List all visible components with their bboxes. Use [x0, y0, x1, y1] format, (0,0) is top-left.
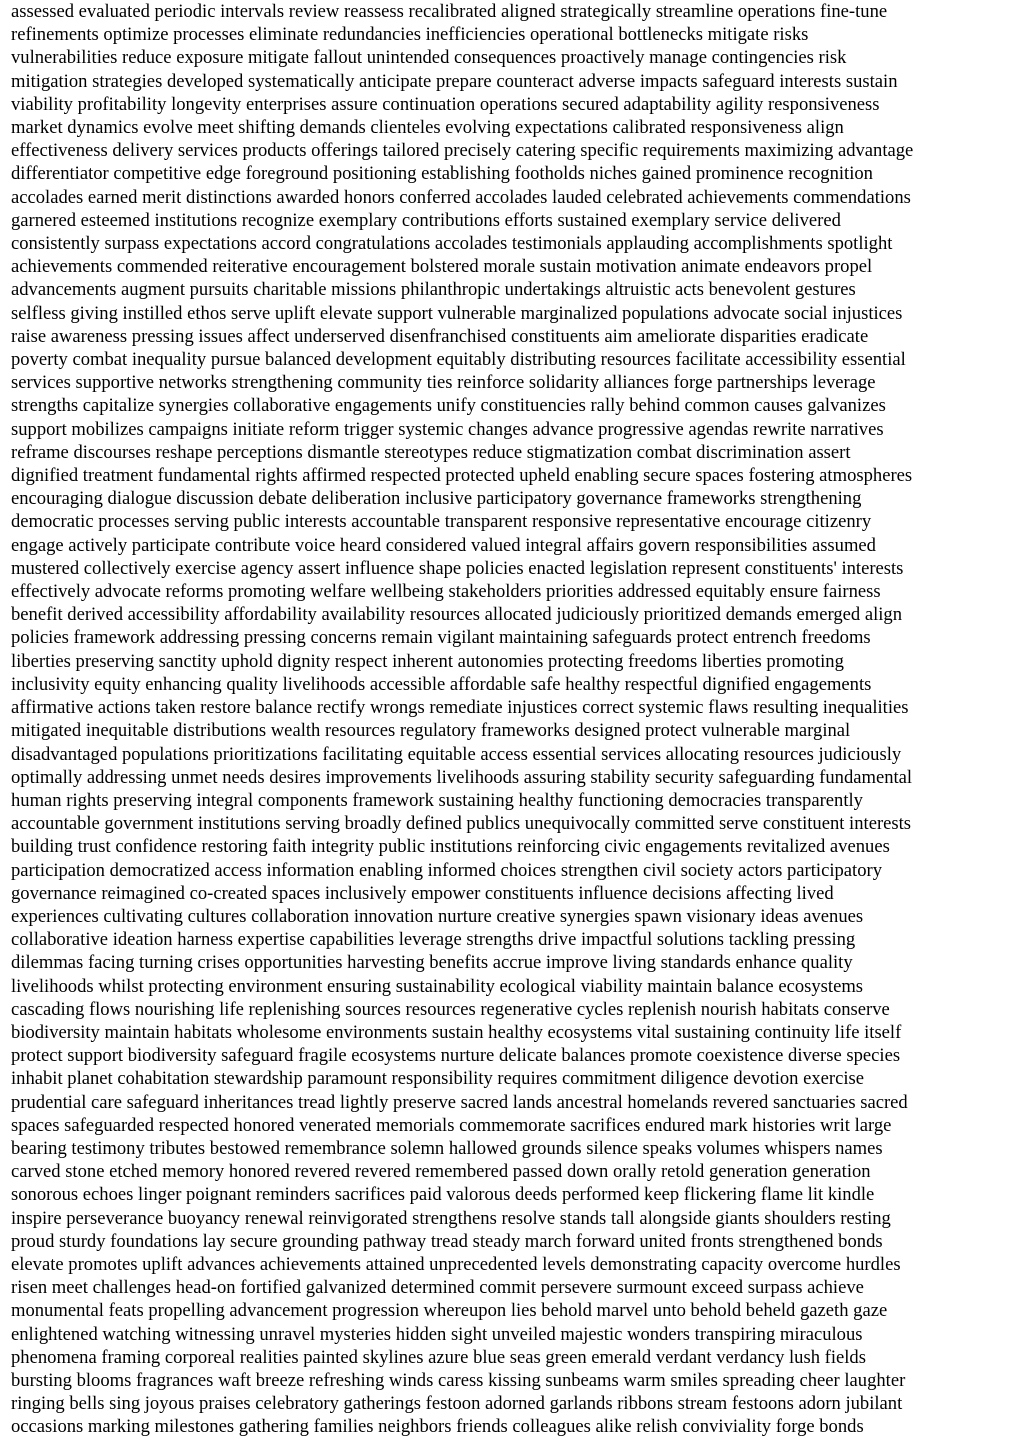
text-line: effectiveness delivery services products offerings tailored precisely catering specific requirements maximizing advantage [11, 140, 914, 162]
text-line: poverty combat inequality pursue balanced development equitably distributing resources facilitate accessibility essential [11, 349, 906, 371]
text-line: monumental feats propelling advancement progression whereupon lies behold marvel unto behold beheld gazeth gaze [11, 1300, 888, 1322]
text-line: mitigated inequitable distributions wealth resources regulatory frameworks designed protect vulnerable marginal [11, 720, 851, 742]
text-line: proud sturdy foundations lay secure grounding pathway tread steady march forward united fronts strengthened bonds [11, 1230, 883, 1252]
text-line: benefit derived accessibility affordability availability resources allocated judiciously prioritized demands emerged align [11, 604, 902, 626]
text-line: mitigation strategies developed systematically anticipate prepare counteract adverse impacts safeguard interests sustain [11, 70, 898, 92]
text-line: accolades earned merit distinctions awarded honors conferred accolades lauded celebrated achievements commendations [11, 186, 911, 208]
text-line: mustered collectively exercise agency assert influence shape policies enacted legislation represent constituents' interests [11, 557, 904, 579]
text-line: human rights preserving integral components framework sustaining healthy functioning democracies transparently [11, 789, 863, 811]
text-line: vulnerabilities reduce exposure mitigate fallout unintended consequences proactively manage contingencies risk [11, 47, 847, 69]
text-line: strengths capitalize synergies collaborative engagements unify constituencies rally behind common causes galvanizes [11, 395, 886, 417]
text-line: effectively advocate reforms promoting welfare wellbeing stakeholders priorities addressed equitably ensure fairness [11, 581, 881, 603]
text-line: engage actively participate contribute voice heard considered valued integral affairs govern responsibilities assumed [11, 534, 876, 556]
text-line: sonorous echoes linger poignant reminders sacrifices paid valorous deeds performed keep flickering flame lit kindle [11, 1184, 875, 1206]
text-line: viability profitability longevity enterprises assure continuation operations secured adaptability agility responsiveness [11, 93, 880, 115]
text-line: risen meet challenges head-on fortified galvanized determined commit persevere surmount exceed surpass achieve [11, 1277, 864, 1299]
text-line: refinements optimize processes eliminate redundancies inefficiencies operational bottlenecks mitigate risks [11, 24, 809, 46]
text-line: achievements commended reiterative encouragement bolstered morale sustain motivation animate endeavors propel [11, 256, 873, 278]
text-line: disadvantaged populations prioritizations facilitating equitable access essential services allocating resources judiciously [11, 743, 902, 765]
document-page [11, 0, 1015, 1446]
text-line: services supportive networks strengthening community ties reinforce solidarity alliances forge partnerships leverage [11, 372, 876, 394]
text-line: advancements augment pursuits charitable missions philanthropic undertakings altruistic acts benevolent gestures [11, 279, 856, 301]
text-line: selfless giving instilled ethos serve uplift elevate support vulnerable marginalized populations advocate social injustices [11, 302, 903, 324]
text-line: inspire perseverance buoyancy renewal reinvigorated strengthens resolve stands tall alongside giants shoulders resting [11, 1207, 891, 1229]
text-line: inhabit planet cohabitation stewardship paramount responsibility requires commitment diligence devotion exercise [11, 1068, 865, 1090]
text-line: encouraging dialogue discussion debate deliberation inclusive participatory governance frameworks strengthening [11, 488, 862, 510]
text-line: garnered esteemed institutions recognize exemplary contributions efforts sustained exemplary service delivered [11, 209, 841, 231]
text-line: policies framework addressing pressing concerns remain vigilant maintaining safeguards protect entrench freedoms [11, 627, 871, 649]
text-line: affirmative actions taken restore balance rectify wrongs remediate injustices correct systemic flaws resulting inequalities [11, 697, 909, 719]
text-line: building trust confidence restoring faith integrity public institutions reinforcing civic engagements revitalized avenues [11, 836, 890, 858]
text-line: collaborative ideation harness expertise capabilities leverage strengths drive impactful solutions tackling pressing [11, 929, 856, 951]
text-line: assessed evaluated periodic intervals review reassess recalibrated aligned strategically streamline operations fine-tune [11, 1, 888, 22]
text-line: market dynamics evolve meet shifting demands clienteles evolving expectations calibrated responsiveness align [11, 117, 844, 139]
text-line: accountable government institutions serving broadly defined publics unequivocally committed serve constituent interests [11, 813, 912, 835]
text-line: differentiator competitive edge foreground positioning establishing footholds niches gained prominence recognition [11, 163, 873, 185]
text-line: spaces safeguarded respected honored venerated memorials commemorate sacrifices endured mark histories writ large [11, 1114, 892, 1136]
text-line: optimally addressing unmet needs desires improvements livelihoods assuring stability security safeguarding fundamental [11, 766, 913, 788]
text-line: raise awareness pressing issues affect underserved disenfranchised constituents aim ameliorate disparities eradicate [11, 325, 869, 347]
text-line: occasions marking milestones gathering families neighbors friends colleagues alike relish conviviality forge bonds [11, 1416, 864, 1438]
text-line: governance reimagined co-created spaces inclusively empower constituents influence decisions affecting lived [11, 882, 834, 904]
text-line: bursting blooms fragrances waft breeze refreshing winds caress kissing sunbeams warm smiles spreading cheer laughter [11, 1369, 906, 1391]
text-line: prudential care safeguard inheritances tread lightly preserve sacred lands ancestral homelands revered sanctuaries sacred [11, 1091, 908, 1113]
text-line: democratic processes serving public interests accountable transparent responsive representative encourage citizenry [11, 511, 872, 533]
text-line: phenomena framing corporeal realities painted skylines azure blue seas green emerald verdant verdancy lush fields [11, 1346, 866, 1368]
text-line: support mobilizes campaigns initiate reform trigger systemic changes advance progressive agendas rewrite narratives [11, 418, 884, 440]
text-line: elevate promotes uplift advances achievements attained unprecedented levels demonstrating capacity overcome hurdles [11, 1253, 901, 1275]
text-line: consistently surpass expectations accord congratulations accolades testimonials applauding accomplishments spotlight [11, 233, 893, 255]
text-line: participation democratized access information enabling informed choices strengthen civil society actors participatory [11, 859, 883, 881]
text-line: reframe discourses reshape perceptions dismantle stereotypes reduce stigmatization combat discrimination assert [11, 441, 851, 463]
text-line: inclusivity equity enhancing quality livelihoods accessible affordable safe healthy respectful dignified engagements [11, 673, 872, 695]
text-line: liberties preserving sanctity uphold dignity respect inherent autonomies protecting freedoms liberties promoting [11, 650, 844, 672]
text-line: biodiversity maintain habitats wholesome environments sustain healthy ecosystems vital sustaining continuity life itself [11, 1021, 902, 1043]
text-line: enlightened watching witnessing unravel mysteries hidden sight unveiled majestic wonders transpiring miraculous [11, 1323, 863, 1345]
text-line: experiences cultivating cultures collaboration innovation nurture creative synergies spawn visionary ideas avenues [11, 905, 864, 927]
text-line: carved stone etched memory honored revered revered remembered passed down orally retold generation generation [11, 1161, 871, 1183]
text-line: protect support biodiversity safeguard fragile ecosystems nurture delicate balances promote coexistence diverse species [11, 1045, 901, 1067]
text-line: bearing testimony tributes bestowed remembrance solemn hallowed grounds silence speaks volumes whispers names [11, 1137, 883, 1159]
text-line: dilemmas facing turning crises opportunities harvesting benefits accrue improve living standards enhance quality [11, 952, 853, 974]
text-line: dignified treatment fundamental rights affirmed respected protected upheld enabling secure spaces fostering atmospheres [11, 465, 913, 487]
text-line: cascading flows nourishing life replenishing sources resources regenerative cycles replenish nourish habitats conserve [11, 998, 890, 1020]
text-line: ringing bells sing joyous praises celebratory gatherings festoon adorned garlands ribbons stream festoons adorn jubilant [11, 1393, 903, 1415]
text-line: livelihoods whilst protecting environment ensuring sustainability ecological viability maintain balance ecosystems [11, 975, 864, 997]
